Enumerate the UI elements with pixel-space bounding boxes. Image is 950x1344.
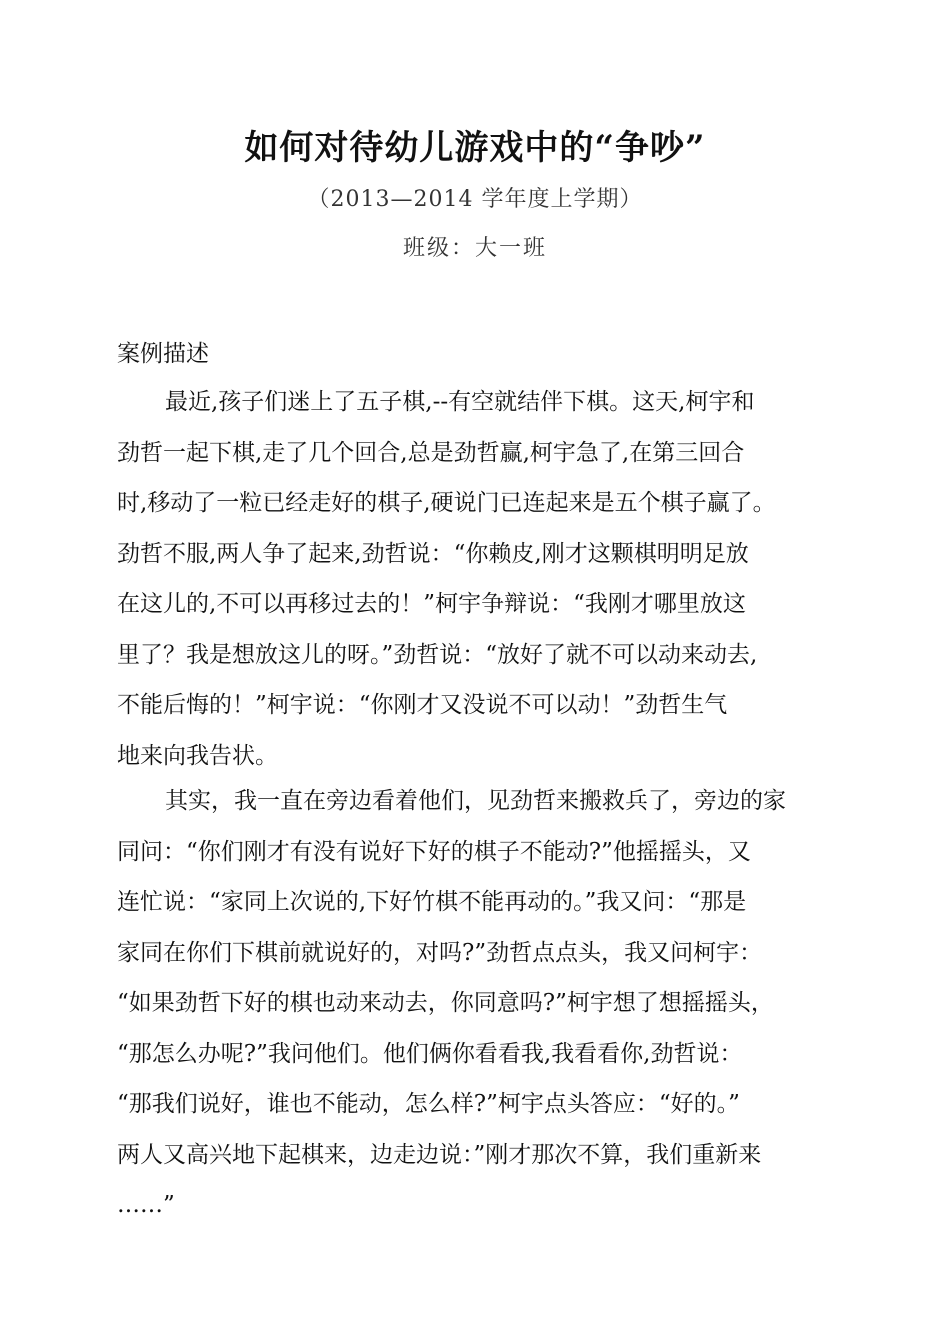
document-title: 如何对待幼儿游戏中的“争吵” (244, 128, 706, 168)
paragraph-line: 家同在你们下棋前就说好的，对吗?”劲哲点点头，我又问柯宇： (117, 939, 763, 966)
paragraph-line: 最近,孩子们迷上了五子棋,--有空就结伴下棋。这天,柯宇和 (165, 389, 755, 415)
class-label: 班级：大一班 (402, 236, 547, 261)
paragraph-line: 不能后悔的！”柯宇说：“你刚才又没说不可以动！”劲哲生气 (117, 692, 728, 718)
paragraph-line: 同问：“你们刚才有没有说好下好的棋子不能动?”他摇摇头，又 (117, 838, 751, 865)
paragraph-line: 时,移动了一粒已经走好的棋子,硬说门已连起来是五个棋子赢了。 (117, 490, 776, 516)
section-heading: 案例描述 (117, 341, 209, 367)
paragraph-line: ……” (117, 1192, 175, 1218)
paragraph-line: 其实，我一直在旁边看着他们，见劲哲来搬救兵了，旁边的家 (165, 788, 786, 814)
paragraph-line: “如果劲哲下好的棋也动来动去，你同意吗?”柯宇想了想摇摇头， (117, 990, 774, 1016)
paragraph-line: “那怎么办呢?”我问他们。他们俩你看看我,我看看你,劲哲说： (117, 1040, 743, 1067)
paragraph-line: 地来向我告状。 (117, 742, 278, 769)
paragraph-line: “那我们说好，谁也不能动，怎么样?”柯宇点头答应：“好的。” (117, 1091, 740, 1117)
case-paragraph-2 (117, 776, 842, 1231)
paragraph-line: 在这儿的,不可以再移过去的！”柯宇争辩说：“我刚才哪里放这 (117, 591, 746, 617)
paragraph-line: 里了？我是想放这儿的呀。”劲哲说：“放好了就不可以动来动去, (117, 641, 758, 668)
paragraph-line: 劲哲一起下棋,走了几个回合,总是劲哲赢,柯宇急了,在第三回合 (117, 439, 745, 466)
case-paragraph-1 (117, 377, 842, 781)
paragraph-line: 劲哲不服,两人争了起来,劲哲说：“你赖皮,刚才这颗棋明明足放 (117, 540, 749, 567)
paragraph-line: 两人又高兴地下起棋来，边走边说：”刚才那次不算，我们重新来 (117, 1141, 762, 1168)
paragraph-line: 连忙说：“家同上次说的,下好竹棋不能再动的。”我又问：“那是 (117, 889, 747, 915)
school-year-subtitle: （2013—2014 学年度上学期） (307, 187, 643, 212)
